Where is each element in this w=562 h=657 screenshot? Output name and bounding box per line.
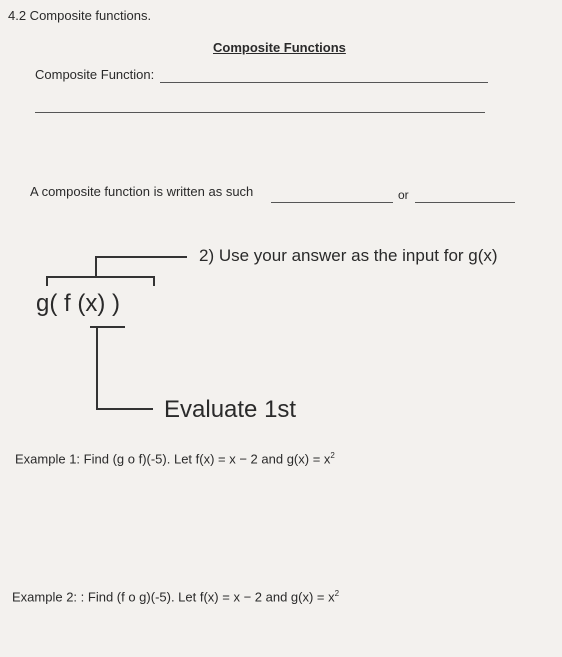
composite-function-label: Composite Function: (35, 67, 155, 82)
evaluate-bracket (96, 326, 153, 410)
example-1-text: Find (g o f)(-5). Let f(x) = x − 2 and g(x) = x (83, 451, 331, 467)
expression-g-open: g( (36, 290, 58, 317)
example-2-label: Example 2: : (12, 589, 85, 605)
sentence-blank-1 (271, 202, 393, 203)
example-1-exponent: 2 (330, 451, 335, 460)
inner-bracket (46, 276, 155, 286)
evaluate-first-label: Evaluate 1st (164, 396, 297, 423)
section-title: 4.2 Composite functions. (8, 8, 152, 23)
definition-blank-line-1 (160, 82, 488, 83)
example-2-text: Find (f o g)(-5). Let f(x) = x − 2 and g(x) = x (87, 589, 335, 605)
page-heading: Composite Functions (213, 40, 346, 55)
example-1 (15, 451, 335, 466)
diagram-expression (36, 290, 120, 318)
expression-inner-f: f (x) (64, 290, 106, 317)
example-2-exponent: 2 (334, 589, 340, 598)
step2-instruction: 2) Use your answer as the input for g(x) (199, 246, 498, 265)
sentence-or: or (398, 188, 409, 202)
outer-bracket-drop (95, 256, 97, 276)
example-2 (12, 589, 339, 604)
outer-bracket-top (95, 256, 187, 259)
sentence-blank-2 (415, 202, 515, 203)
example-1-label: Example 1: (15, 451, 81, 467)
expression-close: ) (112, 290, 121, 317)
definition-blank-line-2 (35, 112, 485, 113)
composite-sentence: A composite function is written as such (30, 184, 254, 199)
